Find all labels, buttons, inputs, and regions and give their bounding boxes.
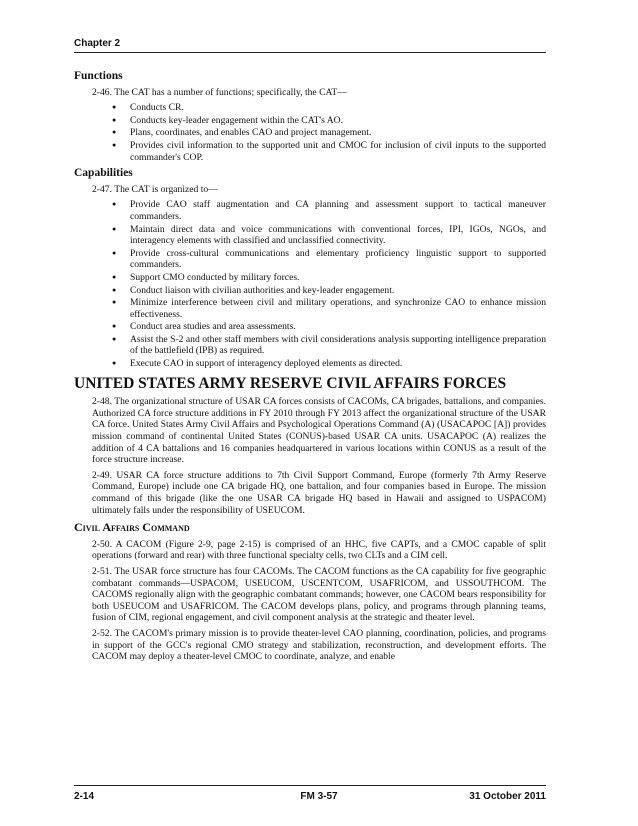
list-item: ● Conduct area studies and area assessments. bbox=[110, 321, 546, 333]
list-item: ● Minimize interference between civil and military operations, and synchronize CAO to enhance mission effectiveness. bbox=[110, 297, 546, 320]
footer-page-number: 2-14 bbox=[74, 791, 95, 802]
list-item: ● Maintain direct data and voice communications with conventional forces, IPI, IGOs, NGOs, and interagency elements with classified and unclassified connectivity. bbox=[110, 224, 546, 247]
list-item: ● Execute CAO in support of interagency deployed elements as directed. bbox=[110, 358, 546, 370]
footer-date: 31 October 2011 bbox=[469, 791, 546, 802]
list-item: ● Assist the S-2 and other staff members with civil considerations analysis supporting intelligence preparation of the battlefield (IPB) as required. bbox=[110, 334, 546, 357]
document-body bbox=[74, 71, 546, 667]
capabilities-heading: Capabilities bbox=[74, 167, 133, 180]
list-item: ● Provides civil information to the supported unit and CMOC for inclusion of civil inputs to the supported commander's COP. bbox=[110, 140, 546, 163]
footer-doc-id: FM 3-57 bbox=[300, 791, 338, 802]
list-item: ● Provide cross-cultural communications and elementary proficiency linguistic support to supported commanders. bbox=[110, 248, 546, 271]
list-item: ● Provide CAO staff augmentation and CA planning and assessment support to tactical maneuver commanders. bbox=[110, 199, 546, 222]
footer-rule bbox=[74, 785, 546, 786]
paragraph-2-49: 2-49. USAR CA force structure additions to 7th Civil Support Command, Europe (formerly 7th Army Reserve Command, Europe) include one CA brigade HQ, one battalion, and four companies based in Europe. The mission command of this brigade (like the one USAR CA brigade HQ based in Hawaii and assigned to USPACOM) ultimately falls under the responsibility of USEUCOM. bbox=[92, 469, 546, 516]
usar-section-heading: UNITED STATES ARMY RESERVE CIVIL AFFAIRS FORCES bbox=[74, 374, 507, 392]
list-item: ● Plans, coordinates, and enables CAO and project management. bbox=[110, 127, 546, 139]
paragraph-2-48: 2-48. The organizational structure of USAR CA forces consists of CACOMs, CA brigades, battalions, and companies. Authorized CA force structure additions in FY 2010 through FY 2013 affect the organizational structure of the USAR CA force. United States Army Civil Affairs and Psychological Operations Command (A) (USACAPOC [A]) provides mission command of continental United States (CONUS)-based USAR CA units. USACAPOC (A) realizes the addition of 4 CA battalions and 16 companies headquartered in various locations within CONUS as a result of the force structure increase. bbox=[92, 396, 546, 466]
functions-list bbox=[110, 102, 546, 163]
chapter-header: Chapter 2 bbox=[74, 38, 121, 49]
functions-heading: Functions bbox=[74, 70, 123, 82]
paragraph-2-52: 2-52. The CACOM's primary mission is to provide theater-level CAO planning, coordination, policies, and programs in support of the GCC's regional CMO strategy and stabilization, reconstruction, and development efforts. The CACOM may deploy a theater-level CMOC to coordinate, analyze, and enable bbox=[92, 627, 546, 663]
cacom-heading: Civil Affairs Command bbox=[74, 520, 190, 535]
paragraph-2-46: 2-46. The CAT has a number of functions; specifically, the CAT— bbox=[92, 86, 347, 98]
header-rule bbox=[74, 52, 546, 53]
paragraph-2-51: 2-51. The USAR force structure has four CACOMs. The CACOM functions as the CA capability for five geographic combatant commands—USPACOM, USEUCOM, USCENTCOM, USAFRICOM, and USSOUTHCOM. The CACOMS regionally align with the geographic combatant commands; however, one CACOM bears responsibility for both USEUCOM and USAFRICOM. The CACOM develops plans, policy, and programs through planning teams, fusion of CIM, regional engagement, and civil component analysis at the strategic and theater level. bbox=[92, 565, 546, 624]
capabilities-list bbox=[110, 199, 546, 369]
list-item: ● Conducts CR. bbox=[110, 102, 546, 114]
paragraph-2-47: 2-47. The CAT is organized to— bbox=[92, 183, 218, 195]
list-item: ● Conduct liaison with civilian authorities and key-leader engagement. bbox=[110, 285, 546, 297]
paragraph-2-50: 2-50. A CACOM (Figure 2-9, page 2-15) is comprised of an HHC, five CAPTs, and a CMOC capable of split operations (forward and rear) with three functional specialty cells, two CLTs and a CIM cell. bbox=[92, 538, 546, 562]
list-item: ● Support CMO conducted by military forces. bbox=[110, 272, 546, 284]
list-item: ● Conducts key-leader engagement within the CAT's AO. bbox=[110, 115, 546, 127]
